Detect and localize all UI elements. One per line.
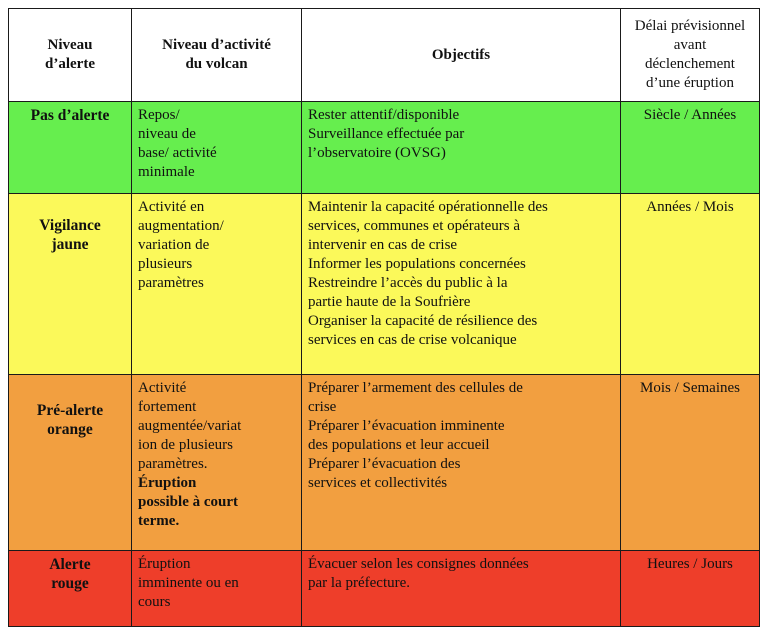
objective-line: Restreindre l’accès du public à la (308, 275, 508, 291)
activity-line: base/ activité (138, 145, 217, 161)
objective-line: services et collectivités (308, 475, 448, 491)
delay-cell: Années / Mois (621, 194, 760, 375)
delay-cell: Siècle / Années (621, 102, 760, 194)
activity-line: Repos/ (138, 107, 180, 123)
level-cell (9, 551, 132, 627)
header-delay-line: Délai prévisionnel (634, 18, 746, 34)
alert-levels-table (8, 8, 760, 627)
header-row (9, 9, 760, 102)
row-yellow (9, 194, 760, 375)
objective-line: des populations et leur accueil (308, 437, 490, 453)
header-objectives-line: Objectifs (431, 46, 491, 63)
activity-line: minimale (138, 164, 195, 180)
level-line: Alerte (49, 556, 91, 573)
alert-levels-document (8, 8, 759, 626)
header-delay (621, 9, 760, 102)
header-level-line: d’alerte (45, 56, 95, 72)
objective-line: l’observatoire (OVSG) (308, 145, 446, 161)
activity-bold-line: terme. (138, 513, 180, 529)
activity-line: Activité en (138, 199, 205, 215)
activity-line: cours (138, 594, 171, 610)
activity-line: paramètres (138, 275, 204, 291)
activity-bold-line: Éruption (138, 475, 197, 491)
activity-line: ion de plusieurs (138, 437, 233, 453)
level-cell (9, 102, 132, 194)
objective-line: Organiser la capacité de résilience des (308, 313, 538, 329)
activity-cell (132, 551, 302, 627)
activity-line: imminente ou en (138, 575, 239, 591)
objective-line: par la préfecture. (308, 575, 411, 591)
level-line: jaune (51, 236, 89, 253)
objective-line: Préparer l’évacuation imminente (308, 418, 505, 434)
activity-line: niveau de (138, 126, 196, 142)
objective-line: Rester attentif/disponible (308, 107, 460, 123)
activity-line: Éruption (138, 556, 191, 572)
delay-cell: Mois / Semaines (621, 375, 760, 551)
delay-cell: Heures / Jours (621, 551, 760, 627)
header-activity-line: Niveau d’activité (162, 37, 271, 53)
objective-line: Informer les populations concernées (308, 256, 526, 272)
activity-cell (132, 102, 302, 194)
header-objectives (302, 9, 621, 102)
level-cell (9, 194, 132, 375)
level-cell (9, 375, 132, 551)
objective-line: partie haute de la Soufrière (308, 294, 471, 310)
level-line: Pas d’alerte (30, 107, 110, 124)
level-line: rouge (51, 575, 89, 592)
objective-line: Maintenir la capacité opérationnelle des (308, 199, 548, 215)
header-delay-line: d’une éruption (646, 75, 734, 91)
objective-line: Préparer l’évacuation des (308, 456, 461, 472)
objective-line: Surveillance effectuée par (308, 126, 465, 142)
objective-line: intervenir en cas de crise (308, 237, 458, 253)
activity-line: variation de (138, 237, 210, 253)
activity-line: plusieurs (138, 256, 193, 272)
activity-bold-line: possible à court (138, 494, 239, 510)
objective-line: services en cas de crise volcanique (308, 332, 517, 348)
header-delay-line: avant (673, 37, 707, 53)
objective-line: crise (308, 399, 337, 415)
activity-line: Activité (138, 380, 187, 396)
row-green (9, 102, 760, 194)
objectives-cell (302, 194, 621, 375)
header-level (9, 9, 132, 102)
objective-line: Préparer l’armement des cellules de (308, 380, 523, 396)
activity-line: fortement (138, 399, 197, 415)
header-level-line: Niveau (47, 37, 93, 53)
objectives-cell (302, 551, 621, 627)
level-line: orange (47, 421, 93, 438)
activity-line: paramètres. (138, 456, 208, 472)
objectives-cell (302, 375, 621, 551)
objective-line: Évacuer selon les consignes données (308, 556, 529, 572)
level-line: Vigilance (39, 217, 101, 234)
activity-cell (132, 375, 302, 551)
row-orange (9, 375, 760, 551)
header-activity-line: du volcan (185, 56, 248, 72)
objective-line: services, communes et opérateurs à (308, 218, 520, 234)
row-red (9, 551, 760, 627)
level-line: Pré-alerte (36, 402, 104, 419)
header-activity (132, 9, 302, 102)
header-delay-line: déclenchement (645, 56, 735, 72)
objectives-cell (302, 102, 621, 194)
activity-cell (132, 194, 302, 375)
activity-line: augmentation/ (138, 218, 224, 234)
activity-line: augmentée/variat (138, 418, 242, 434)
